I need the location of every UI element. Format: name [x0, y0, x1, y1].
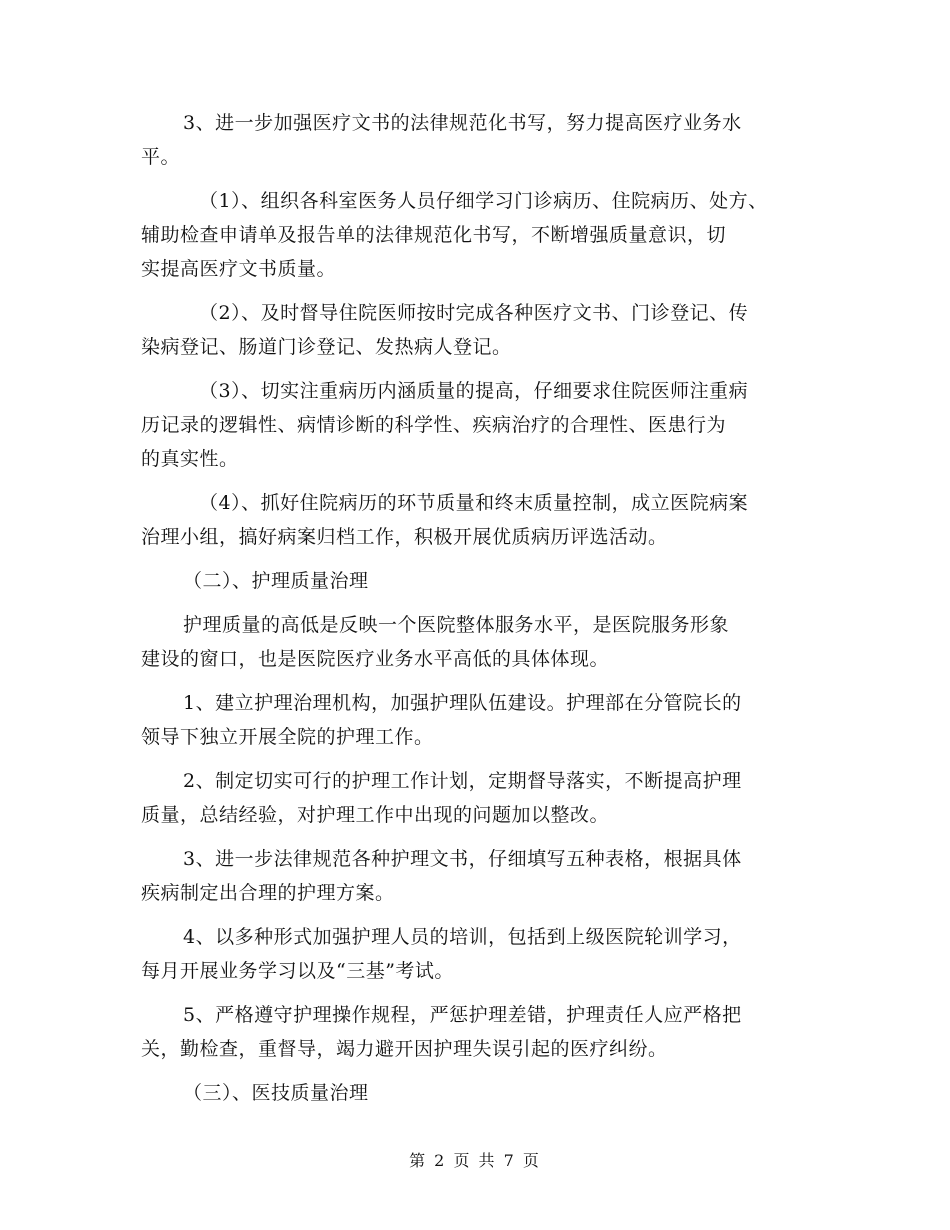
paragraph-line: 3、进一步加强医疗文书的法律规范化书写，努力提高医疗业务水 — [183, 112, 742, 134]
paragraph-line: 每月开展业务学习以及“三基”考试。 — [141, 960, 454, 982]
paragraph-line: 历记录的逻辑性、病情诊断的科学性、疾病治疗的合理性、医患行为 — [141, 414, 727, 436]
paragraph-line: （3）、切实注重病历内涵质量的提高，仔细要求住院医师注重病 — [199, 380, 749, 402]
paragraph-line: 实提高医疗文书质量。 — [141, 258, 337, 280]
paragraph-line: 护理质量的高低是反映一个医院整体服务水平，是医院服务形象 — [183, 614, 730, 636]
paragraph-line: 领导下独立开展全院的护理工作。 — [141, 726, 434, 748]
paragraph-line: 5、严格遵守护理操作规程，严惩护理差错，护理责任人应严格把 — [183, 1004, 742, 1026]
paragraph-line: （2）、及时督导住院医师按时完成各种医疗文书、门诊登记、传 — [199, 302, 749, 324]
paragraph — [141, 998, 841, 1066]
paragraph-line: 关，勤检查，重督导，竭力避开因护理失误引起的医疗纠纷。 — [141, 1038, 668, 1060]
paragraph — [141, 764, 841, 832]
paragraph-line: 质量，总结经验，对护理工作中出现的问题加以整改。 — [141, 804, 610, 826]
paragraph-line: （1）、组织各科室医务人员仔细学习门诊病历、住院病历、处方、 — [199, 190, 768, 212]
paragraph-line: 治理小组，搞好病案归档工作，积极开展优质病历评选活动。 — [141, 526, 668, 548]
paragraph — [141, 486, 841, 554]
document-body — [141, 106, 841, 1120]
paragraph — [141, 374, 841, 476]
paragraph-line: 平。 — [141, 146, 181, 168]
paragraph — [141, 1076, 841, 1110]
paragraph-line: （4）、抓好住院病历的环节质量和终末质量控制，成立医院病案 — [199, 492, 749, 514]
paragraph — [141, 106, 841, 174]
paragraph-line: 的真实性。 — [141, 448, 239, 470]
paragraph — [141, 184, 841, 286]
paragraph — [141, 920, 841, 988]
paragraph-line: 疾病制定出合理的护理方案。 — [141, 882, 395, 904]
paragraph-line: （三）、医技质量治理 — [183, 1082, 369, 1104]
paragraph — [141, 296, 841, 364]
paragraph-line: 建设的窗口，也是医院医疗业务水平高低的具体体现。 — [141, 648, 610, 670]
paragraph-line: 1、建立护理治理机构，加强护理队伍建设。护理部在分管院长的 — [183, 692, 742, 714]
paragraph-line: 4、以多种形式加强护理人员的培训，包括到上级医院轮训学习， — [183, 926, 742, 948]
paragraph — [141, 608, 841, 676]
paragraph — [141, 842, 841, 910]
paragraph-line: 辅助检查申请单及报告单的法律规范化书写，不断增强质量意识，切 — [141, 224, 727, 246]
paragraph-line: 2、制定切实可行的护理工作计划，定期督导落实，不断提高护理 — [183, 770, 742, 792]
paragraph-line: 3、进一步法律规范各种护理文书，仔细填写五种表格，根据具体 — [183, 848, 742, 870]
paragraph — [141, 686, 841, 754]
page-footer: 第 2 页 共 7 页 — [409, 1151, 541, 1170]
paragraph-line: 染病登记、肠道门诊登记、发热病人登记。 — [141, 336, 512, 358]
paragraph-line: （二）、护理质量治理 — [183, 570, 369, 592]
paragraph — [141, 564, 841, 598]
